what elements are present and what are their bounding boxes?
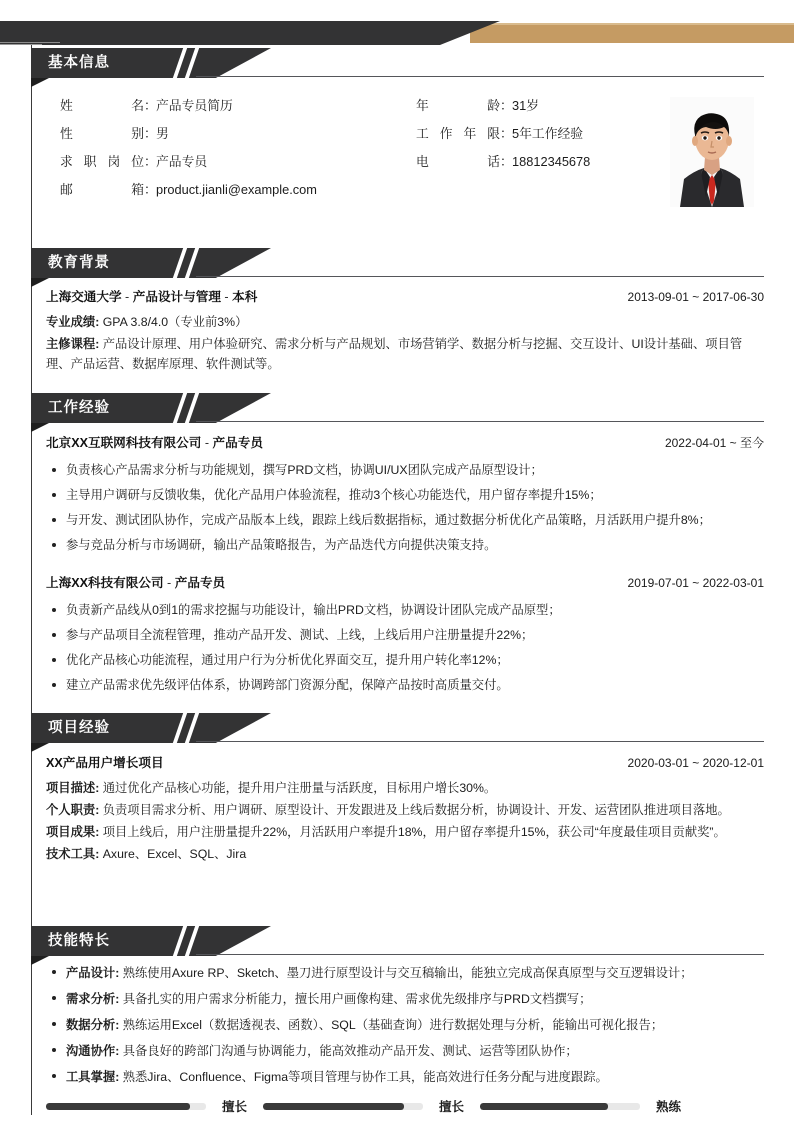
flag-fold-shadow [31, 78, 49, 87]
skills-block [46, 960, 764, 1092]
basic-info-right-column [416, 95, 696, 179]
info-label-age: 年 龄 [416, 98, 500, 113]
section-basic-info [0, 48, 794, 78]
education-course-label: 主修课程: [46, 337, 100, 351]
info-row-experience [416, 123, 696, 151]
skill-value: 具备良好的跨部门沟通与协调能力，能高效推动产品开发、测试、运营等团队协作； [119, 1044, 578, 1058]
info-label-position: 求 职 岗 位 [60, 154, 144, 169]
info-colon: ： [144, 98, 157, 113]
section-flag-skills [0, 926, 794, 956]
project-date: 2020-03-01 ~ 2020-12-01 [627, 756, 764, 770]
work-role: 产品专员 [212, 436, 263, 450]
portrait-illustration [670, 97, 754, 207]
section-rule [196, 421, 764, 422]
info-label-phone: 电 话 [416, 154, 500, 169]
project-description-value: 通过优化产品核心功能，提升用户注册量与活跃度，目标用户增长30%。 [99, 781, 497, 795]
education-block [46, 286, 764, 376]
list-item: 优化产品核心功能流程，通过用户行为分析优化界面交互，提升用户转化率12%； [46, 648, 764, 673]
list-item: 参与产品项目全流程管理，推动产品开发、测试、上线，上线后用户注册量提升22%； [46, 623, 764, 648]
education-date: 2013-09-01 ~ 2017-06-30 [627, 290, 764, 304]
info-colon: ： [500, 126, 513, 141]
project-result-label: 项目成果: [46, 825, 100, 839]
skill-bar-track [480, 1103, 640, 1110]
education-degree: 本科 [232, 290, 258, 304]
list-item [46, 1038, 764, 1064]
work-bullet-list [46, 458, 764, 558]
section-title-education: 教育背景 [48, 255, 110, 271]
project-block [46, 752, 764, 866]
section-rule [196, 76, 764, 77]
work-company: 北京XX互联网科技有限公司 [46, 436, 202, 450]
list-item: 负责新产品线从0到1的需求挖掘与功能设计，输出PRD文档，协调设计团队完成产品原型； [46, 598, 764, 623]
project-tools-value: Axure、Excel、SQL、Jira [99, 847, 247, 861]
section-title-basic: 基本信息 [48, 55, 110, 71]
list-item: 主导用户调研与反馈收集，优化产品用户体验流程，推动3个核心功能迭代，用户留存率提升15%； [46, 483, 764, 508]
education-grade-value: GPA 3.8/4.0（专业前3%） [99, 315, 248, 329]
skill-bar-label: 熟练 [656, 1100, 682, 1114]
project-description-line [46, 778, 764, 798]
project-result-line [46, 822, 764, 842]
section-rule [196, 954, 764, 955]
skill-label: 产品设计: [66, 966, 120, 980]
project-description-label: 项目描述: [46, 781, 100, 795]
flag-fold-shadow [31, 743, 49, 752]
skill-bar-unit [46, 1097, 263, 1115]
top-banner [0, 21, 794, 45]
skill-bar-label: 擅长 [439, 1100, 465, 1114]
education-grade-line [46, 312, 764, 332]
info-value-position: 产品专员 [156, 154, 208, 169]
info-row-age [416, 95, 696, 123]
skill-label: 工具掌握: [66, 1070, 120, 1084]
info-label-email: 邮 箱 [60, 182, 144, 197]
work-company-line [46, 432, 263, 451]
work-bullet-list [46, 598, 764, 698]
list-item: 建立产品需求优先级评估体系，协调跨部门资源分配，保障产品按时高质量交付。 [46, 673, 764, 698]
education-entry-head [46, 286, 764, 305]
info-value-phone: 18812345678 [512, 154, 591, 169]
work-entry-head [46, 432, 764, 451]
info-value-name: 产品专员简历 [156, 98, 233, 113]
sep: - [220, 290, 233, 304]
education-school-line [46, 286, 257, 305]
banner-dark-shape [0, 21, 500, 45]
project-entry-head [46, 752, 764, 771]
work-entry-head [46, 572, 764, 591]
skill-bar-fill [480, 1103, 608, 1110]
flag-fold-shadow [31, 423, 49, 432]
project-duty-label: 个人职责: [46, 803, 100, 817]
education-grade-label: 专业成绩: [46, 315, 100, 329]
skill-bar-track [46, 1103, 206, 1110]
project-duty-value: 负责项目需求分析、用户调研、原型设计、开发跟进及上线后数据分析，协调设计、开发、运营团队推进项目落地。 [99, 803, 730, 817]
sep: - [201, 436, 213, 450]
skill-bar-label: 擅长 [222, 1100, 248, 1114]
info-colon: ： [144, 126, 157, 141]
project-name: XX产品用户增长项目 [46, 756, 164, 770]
info-row-position [60, 151, 400, 179]
education-course-value: 产品设计原理、用户体验研究、需求分析与产品规划、市场营销学、数据分析与挖掘、交互设计、UI设计基础、项目管理、产品运营、数据库原理、软件测试等。 [46, 337, 743, 371]
skill-label: 沟通协作: [66, 1044, 120, 1058]
info-colon: ： [144, 154, 157, 169]
work-company: 上海XX科技有限公司 [46, 576, 164, 590]
info-value-gender: 男 [156, 126, 169, 141]
work-role: 产品专员 [174, 576, 226, 590]
project-result-value: 项目上线后，用户注册量提升22%，月活跃用户率提升18%，用户留存率提升15%，获公司“年度最佳项目贡献奖”。 [99, 825, 726, 839]
section-title-work: 工作经验 [48, 400, 110, 416]
work-date: 2022-04-01 ~ 至今 [664, 436, 764, 450]
section-education [0, 248, 794, 278]
info-value-email: product.jianli@example.com [156, 182, 317, 197]
info-value-age: 31岁 [512, 98, 540, 113]
info-colon: ： [500, 98, 513, 113]
section-project [0, 713, 794, 743]
work-date: 2019-07-01 ~ 2022-03-01 [627, 576, 764, 590]
info-colon: ： [144, 182, 157, 197]
skill-label: 需求分析: [66, 992, 120, 1006]
info-label-gender: 性 别 [60, 126, 144, 141]
work-block [46, 432, 764, 700]
list-item: 参与竞品分析与市场调研，输出产品策略报告，为产品迭代方向提供决策支持。 [46, 533, 764, 558]
section-work [0, 393, 794, 423]
list-item: 与开发、测试团队协作，完成产品版本上线，跟踪上线后数据指标，通过数据分析优化产品策略，月活跃用户提升8%； [46, 508, 764, 533]
info-value-experience: 5年工作经验 [512, 126, 584, 141]
sep: - [163, 576, 175, 590]
skill-value: 熟练运用Excel（数据透视表、函数）、SQL（基础查询）进行数据处理与分析，能输出可视化报告； [119, 1018, 664, 1032]
skills-list [46, 960, 764, 1090]
skill-bar-fill [46, 1103, 190, 1110]
section-rule [196, 741, 764, 742]
skill-bar-unit [263, 1097, 480, 1115]
section-flag-education [0, 248, 794, 278]
list-item [46, 986, 764, 1012]
skill-bar-track [263, 1103, 423, 1110]
list-item [46, 960, 764, 986]
info-label-experience: 工 作 年 限 [416, 126, 500, 141]
skill-bars-row [46, 1097, 776, 1115]
info-row-name [60, 95, 400, 123]
profile-photo [670, 97, 754, 207]
skill-value: 具备扎实的用户需求分析能力，擅长用户画像构建、需求优先级排序与PRD文档撰写； [119, 992, 592, 1006]
work-entry [46, 572, 764, 698]
skill-bar-unit [480, 1097, 697, 1115]
basic-info-block [46, 95, 764, 215]
list-item [46, 1012, 764, 1038]
section-title-project: 项目经验 [48, 720, 110, 736]
banner-underline [0, 44, 42, 45]
section-rule [196, 276, 764, 277]
education-major: 产品设计与管理 [132, 290, 221, 304]
basic-info-left-column [60, 95, 400, 207]
section-flag-basic [0, 48, 794, 78]
info-row-gender [60, 123, 400, 151]
sep: - [121, 290, 133, 304]
info-row-phone [416, 151, 696, 179]
section-skills [0, 926, 794, 956]
section-flag-project [0, 713, 794, 743]
project-duty-line [46, 800, 764, 820]
education-course-line [46, 334, 764, 374]
skill-bar-fill [263, 1103, 404, 1110]
info-row-email [60, 179, 400, 207]
project-tools-label: 技术工具: [46, 847, 100, 861]
skill-value: 熟悉Jira、Confluence、Figma等项目管理与协作工具，能高效进行任务分配与进度跟踪。 [119, 1070, 608, 1084]
project-tools-line [46, 844, 764, 864]
education-school: 上海交通大学 [46, 290, 122, 304]
skill-label: 数据分析: [66, 1018, 120, 1032]
list-item [46, 1064, 764, 1090]
section-flag-work [0, 393, 794, 423]
work-entry [46, 432, 764, 558]
skill-value: 熟练使用Axure RP、Sketch、墨刀进行原型设计与交互稿输出，能独立完成高保真原型与交互逻辑设计； [119, 966, 693, 980]
list-item: 负责核心产品需求分析与功能规划，撰写PRD文档，协调UI/UX团队完成产品原型设计； [46, 458, 764, 483]
info-label-name: 姓 名 [60, 98, 144, 113]
banner-gold-accent [470, 23, 794, 43]
work-company-line [46, 572, 225, 591]
info-colon: ： [500, 154, 513, 169]
section-title-skills: 技能特长 [48, 933, 110, 949]
